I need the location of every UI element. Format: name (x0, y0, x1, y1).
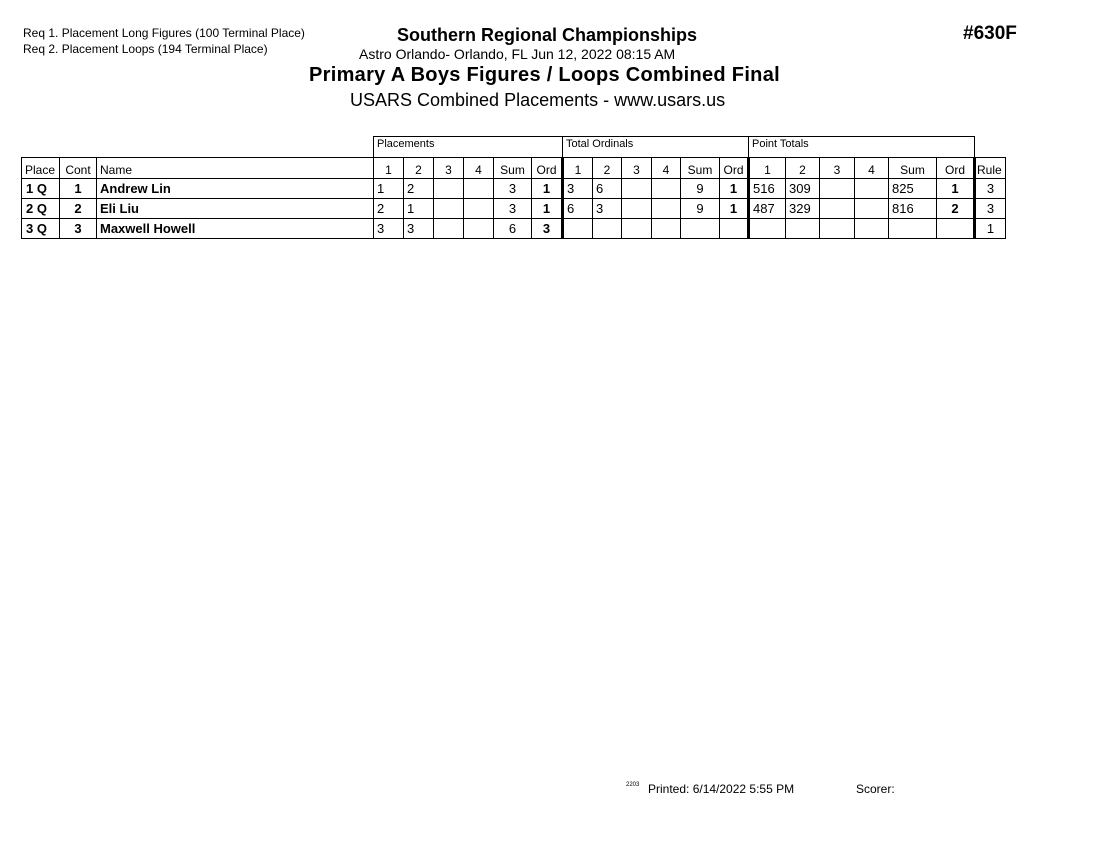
event-subtitle: USARS Combined Placements - www.usars.us (350, 90, 726, 110)
cell-p1: 2 (374, 199, 404, 219)
col-header-tord: Ord (937, 158, 975, 179)
event-title: Primary A Boys Figures / Loops Combined Final (309, 64, 780, 86)
cell-p4 (464, 219, 494, 239)
cell-t3 (820, 199, 855, 219)
cell-rule: 3 (975, 179, 1006, 199)
col-header-tsum: Sum (889, 158, 937, 179)
group-spacer (22, 137, 374, 158)
col-header-osum: Sum (681, 158, 720, 179)
event-number: #630F (963, 23, 1017, 44)
group-total-ordinals: Total Ordinals (563, 137, 749, 158)
cell-psum: 3 (494, 179, 532, 199)
cell-cont: 1 (60, 179, 97, 199)
cell-t3 (820, 179, 855, 199)
cell-osum: 9 (681, 199, 720, 219)
cell-o2: 6 (593, 179, 622, 199)
cell-t2 (786, 219, 820, 239)
cell-cont: 2 (60, 199, 97, 219)
cell-t4 (855, 199, 889, 219)
col-header-t2: 2 (786, 158, 820, 179)
cell-name: Eli Liu (97, 199, 374, 219)
cell-o3 (622, 199, 652, 219)
competition-title: Southern Regional Championships (397, 25, 698, 45)
group-header-row (22, 137, 1006, 158)
cell-t1: 487 (749, 199, 786, 219)
col-header-t1: 1 (749, 158, 786, 179)
cell-tsum (889, 219, 937, 239)
table-row (22, 219, 1006, 239)
col-header-psum: Sum (494, 158, 532, 179)
cell-p2: 1 (404, 199, 434, 219)
cell-o3 (622, 179, 652, 199)
cell-o1 (563, 219, 593, 239)
cell-oord (720, 219, 749, 239)
cell-osum (681, 219, 720, 239)
cell-cont: 3 (60, 219, 97, 239)
cell-psum: 3 (494, 199, 532, 219)
cell-p3 (434, 219, 464, 239)
col-header-name: Name (97, 158, 374, 179)
table-row (22, 199, 1006, 219)
requirement-1: Req 1. Placement Long Figures (100 Terminal Place) (23, 26, 305, 40)
col-header-rule: Rule (975, 158, 1006, 179)
cell-o3 (622, 219, 652, 239)
cell-o1: 6 (563, 199, 593, 219)
cell-t2: 329 (786, 199, 820, 219)
cell-o4 (652, 179, 681, 199)
cell-rule: 3 (975, 199, 1006, 219)
cell-osum: 9 (681, 179, 720, 199)
cell-o2 (593, 219, 622, 239)
cell-place: 3 Q (22, 219, 60, 239)
column-header-row (22, 158, 1006, 179)
cell-t2: 309 (786, 179, 820, 199)
cell-pord: 1 (532, 179, 563, 199)
col-header-place: Place (22, 158, 60, 179)
cell-p3 (434, 179, 464, 199)
col-header-t3: 3 (820, 158, 855, 179)
cell-name: Andrew Lin (97, 179, 374, 199)
cell-tord: 1 (937, 179, 975, 199)
cell-t1 (749, 219, 786, 239)
cell-psum: 6 (494, 219, 532, 239)
group-point-totals: Point Totals (749, 137, 975, 158)
cell-oord: 1 (720, 199, 749, 219)
cell-o1: 3 (563, 179, 593, 199)
cell-p2: 3 (404, 219, 434, 239)
col-header-o3: 3 (622, 158, 652, 179)
results-table (21, 136, 1006, 239)
requirement-2: Req 2. Placement Loops (194 Terminal Place) (23, 42, 268, 56)
group-spacer (975, 137, 1006, 158)
col-header-t4: 4 (855, 158, 889, 179)
group-placements: Placements (374, 137, 563, 158)
cell-tsum: 825 (889, 179, 937, 199)
col-header-cont: Cont (60, 158, 97, 179)
location-date: Astro Orlando- Orlando, FL Jun 12, 2022 08:15 AM (359, 46, 676, 62)
cell-tord: 2 (937, 199, 975, 219)
col-header-p1: 1 (374, 158, 404, 179)
cell-name: Maxwell Howell (97, 219, 374, 239)
col-header-pord: Ord (532, 158, 563, 179)
cell-o4 (652, 199, 681, 219)
col-header-p3: 3 (434, 158, 464, 179)
col-header-p4: 4 (464, 158, 494, 179)
cell-place: 2 Q (22, 199, 60, 219)
cell-t4 (855, 219, 889, 239)
cell-p3 (434, 199, 464, 219)
cell-tsum: 816 (889, 199, 937, 219)
cell-t1: 516 (749, 179, 786, 199)
cell-p4 (464, 199, 494, 219)
col-header-p2: 2 (404, 158, 434, 179)
cell-tord (937, 219, 975, 239)
table-row (22, 179, 1006, 199)
cell-pord: 3 (532, 219, 563, 239)
cell-place: 1 Q (22, 179, 60, 199)
cell-p4 (464, 179, 494, 199)
form-code: 2203 (626, 782, 640, 788)
col-header-o1: 1 (563, 158, 593, 179)
col-header-oord: Ord (720, 158, 749, 179)
cell-t3 (820, 219, 855, 239)
printed-date: Printed: 6/14/2022 5:55 PM (648, 782, 795, 796)
col-header-o2: 2 (593, 158, 622, 179)
scorer-label: Scorer: (856, 782, 895, 796)
cell-o2: 3 (593, 199, 622, 219)
cell-pord: 1 (532, 199, 563, 219)
cell-p1: 1 (374, 179, 404, 199)
col-header-o4: 4 (652, 158, 681, 179)
cell-o4 (652, 219, 681, 239)
cell-oord: 1 (720, 179, 749, 199)
cell-p1: 3 (374, 219, 404, 239)
cell-p2: 2 (404, 179, 434, 199)
cell-t4 (855, 179, 889, 199)
cell-rule: 1 (975, 219, 1006, 239)
